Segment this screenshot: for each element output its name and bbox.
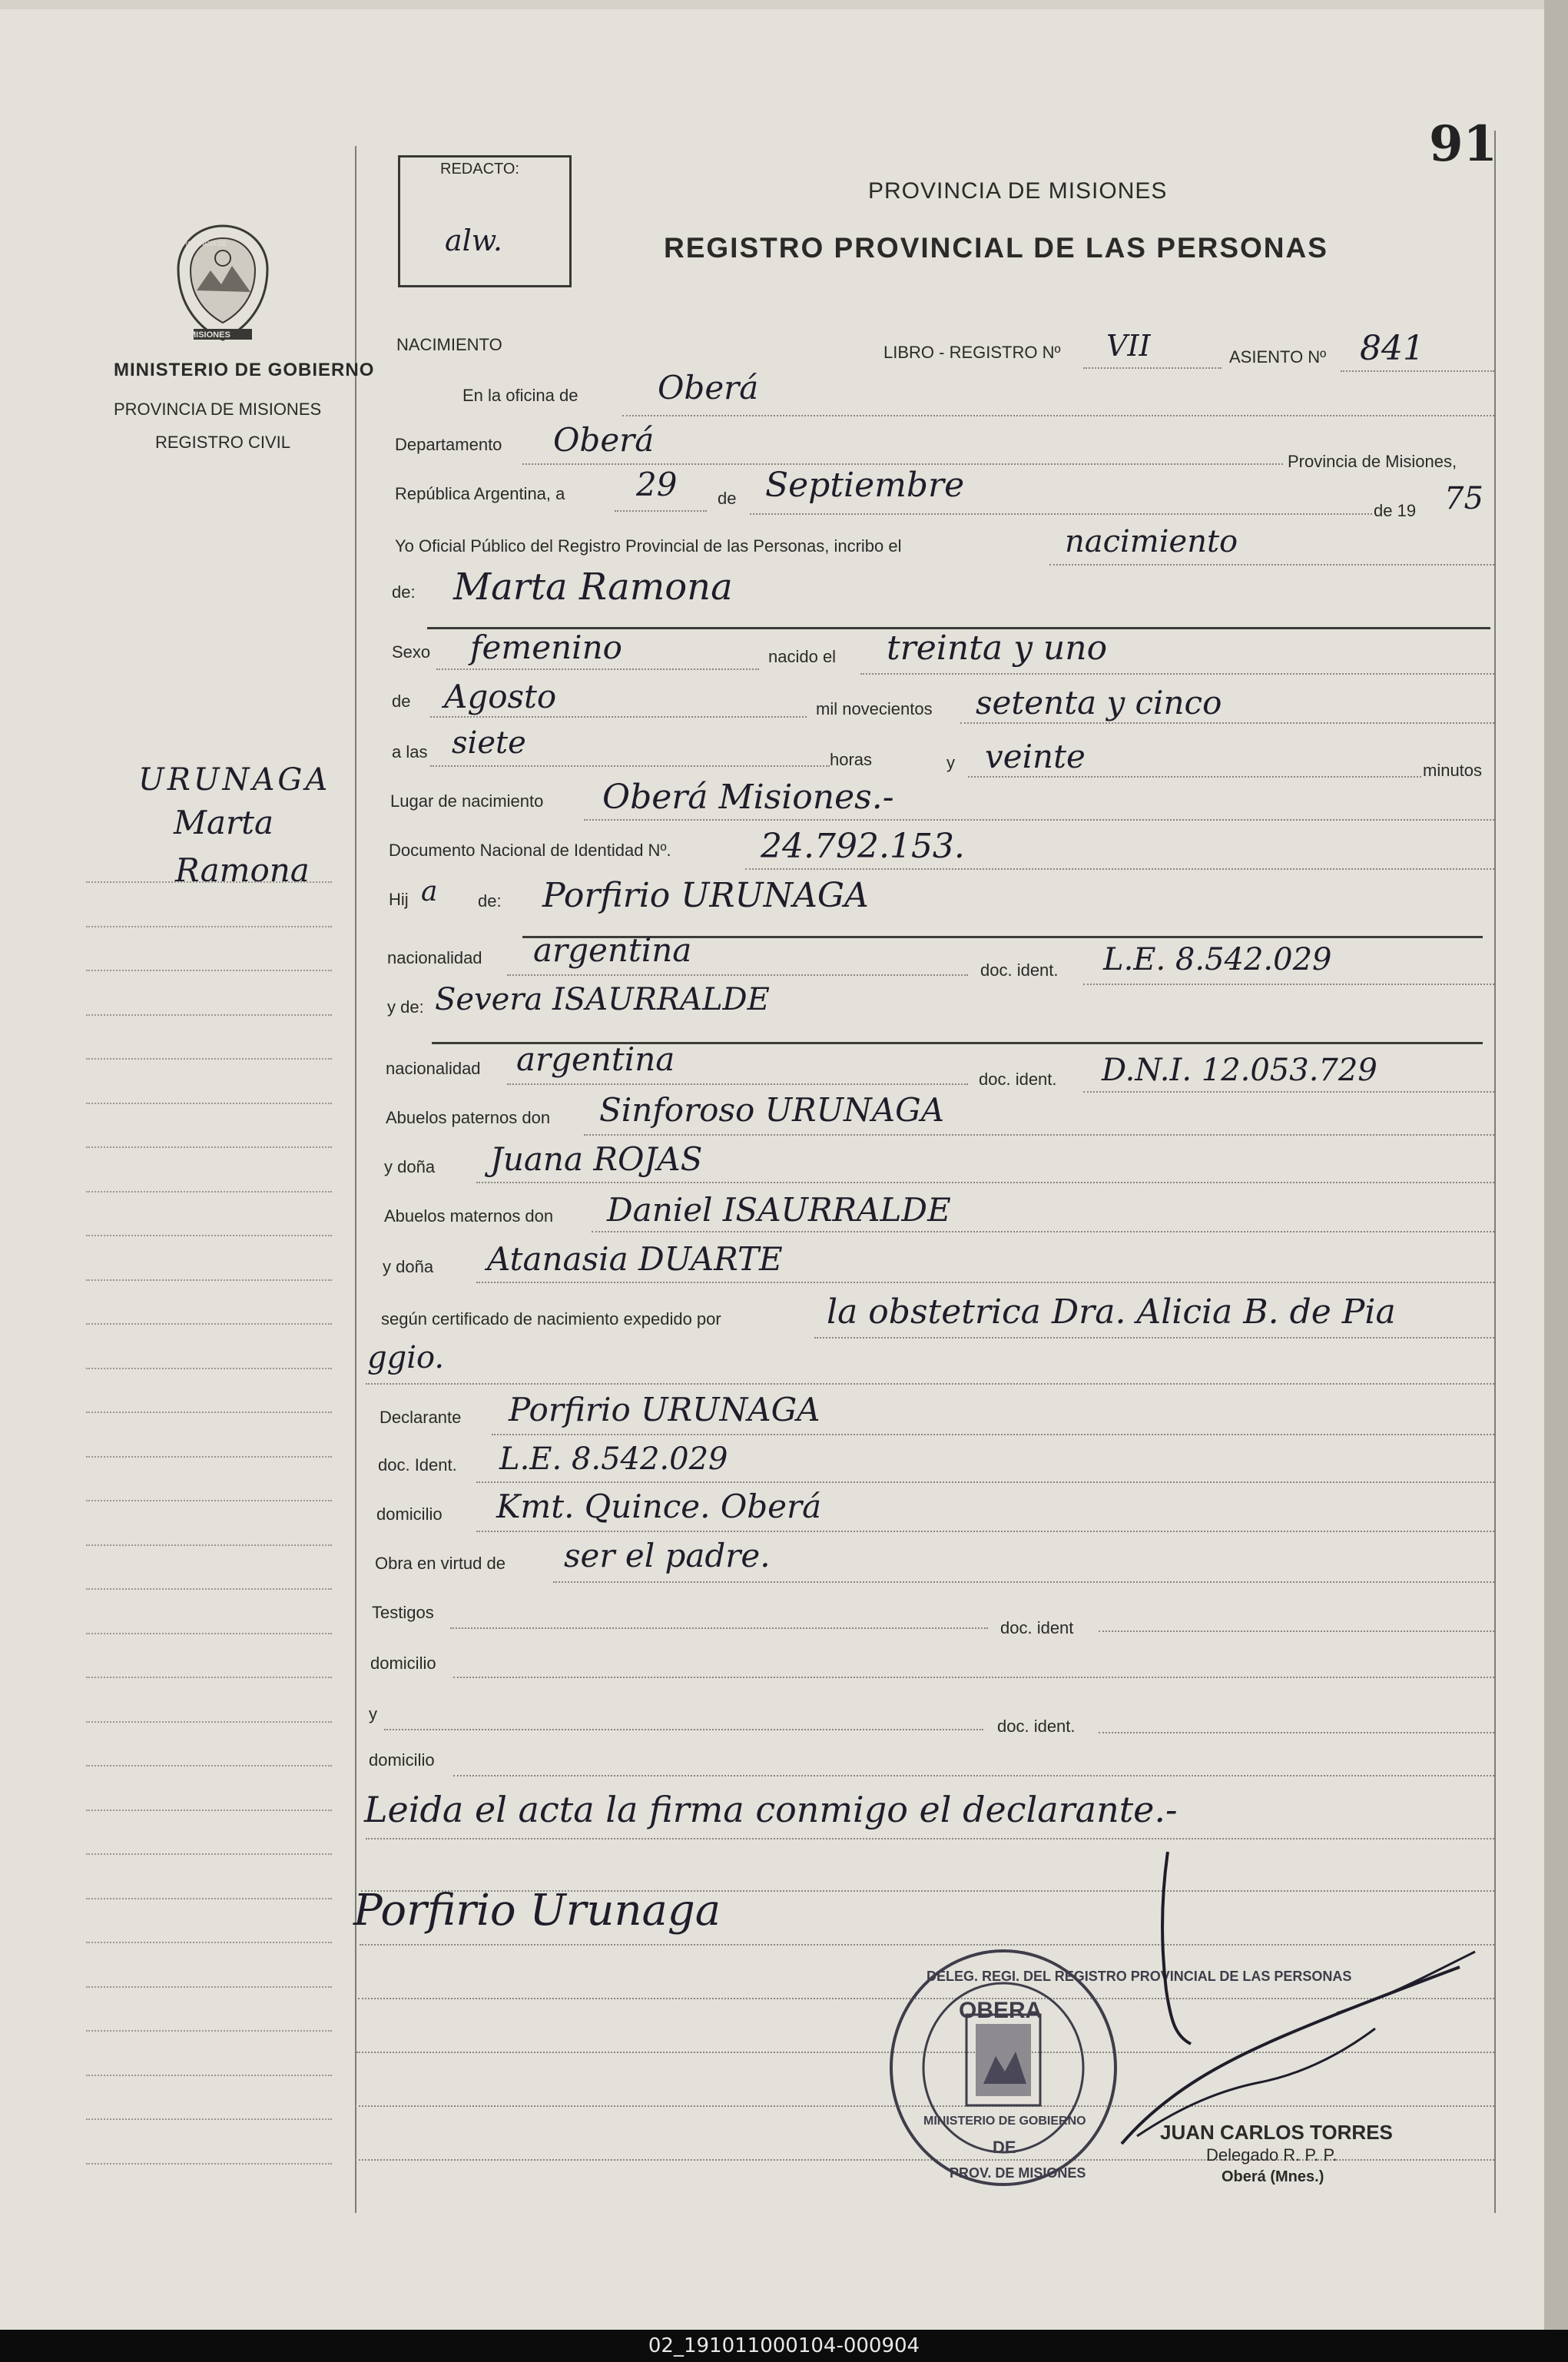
nombre-value: Marta Ramona <box>453 566 733 609</box>
nacionalidad2-value: argentina <box>516 1040 675 1078</box>
anio-nac-value: setenta y cinco <box>976 684 1222 722</box>
oficina-value: Oberá <box>658 369 759 406</box>
departamento-value: Oberá <box>553 421 655 459</box>
testigos-doc-label: doc. ident <box>1000 1618 1074 1637</box>
ministry-label: MINISTERIO DE GOBIERNO <box>114 360 375 380</box>
asiento-label: ASIENTO Nº <box>1229 347 1327 367</box>
docident-value: L.E. 8.542.029 <box>499 1441 728 1477</box>
padre-value: Porfirio URUNAGA <box>542 876 869 915</box>
abuelos-paternos-label: Abuelos paternos don <box>386 1108 551 1127</box>
sexo-value: femenino <box>470 629 622 666</box>
abuela-paterna-value: Juana ROJAS <box>490 1140 703 1178</box>
top-edge <box>0 0 1568 9</box>
seal-label: MISIONES <box>189 330 230 340</box>
minutos-value: veinte <box>985 738 1086 775</box>
dni-label: Documento Nacional de Identidad Nº. <box>389 841 671 860</box>
mil-label: mil novecientos <box>816 699 933 718</box>
page-edge <box>1544 0 1568 2330</box>
domicilio3-label: domicilio <box>369 1750 435 1770</box>
dia-value: 29 <box>636 466 678 503</box>
republica-label: República Argentina, a <box>395 484 565 503</box>
hija-de-label: de: <box>478 891 502 911</box>
lugar-label: Lugar de nacimiento <box>390 791 544 811</box>
nacionalidad1-value: argentina <box>533 931 692 969</box>
segun-value: la obstetrica Dra. Alicia B. de Pia <box>827 1292 1396 1332</box>
official-signature <box>1106 1836 1490 2159</box>
province-label: PROVINCIA DE MISIONES <box>114 400 322 419</box>
horas-label: horas <box>830 750 873 769</box>
lugar-value: Oberá Misiones.- <box>602 778 894 817</box>
doc1-label: doc. ident. <box>980 960 1059 980</box>
hija-label: Hij <box>389 890 409 909</box>
stamp-city: OBERA <box>959 1998 1043 2023</box>
official-name: JUAN CARLOS TORRES <box>1160 2121 1393 2144</box>
redacto-box <box>398 155 572 287</box>
de19-label: de 19 <box>1374 501 1417 520</box>
asiento-value: 841 <box>1360 329 1424 368</box>
nacido-label: nacido el <box>768 647 837 666</box>
closing-statement: Leida el acta la firma conmigo el declarante.- <box>364 1789 1178 1830</box>
ydona1-label: y doña <box>384 1157 436 1176</box>
seal-top-text: PROVINCIA DE <box>178 240 228 247</box>
declarante-label: Declarante <box>380 1408 462 1427</box>
abuela-materna-value: Atanasia DUARTE <box>487 1240 783 1278</box>
minutos-label: minutos <box>1423 761 1483 780</box>
de-name-label: de: <box>392 582 416 602</box>
nacido-value: treinta y uno <box>887 629 1108 668</box>
stamp-inner-text: MINISTERIO DE GOBIERNO <box>923 2115 1086 2128</box>
domicilio2-label: domicilio <box>370 1654 436 1673</box>
right-border-line <box>1494 131 1496 2213</box>
obra-value: ser el padre. <box>564 1537 771 1574</box>
testigos-label: Testigos <box>372 1603 434 1622</box>
scan-footer-code: 02_191011000104-000904 <box>0 2330 1568 2362</box>
ydona2-label: y doña <box>383 1257 434 1276</box>
province-header: PROVINCIA DE MISIONES <box>868 178 1168 204</box>
margin-surname: URUNAGA <box>138 762 331 798</box>
doc2-value: D.N.I. 12.053.729 <box>1102 1053 1377 1088</box>
abuelos-maternos-label: Abuelos maternos don <box>384 1206 554 1226</box>
libro-value: VII <box>1106 329 1151 363</box>
declarant-signature: Porfirio Urunaga <box>353 1886 721 1936</box>
nacionalidad2-label: nacionalidad <box>386 1059 481 1078</box>
docident-label: doc. Ident. <box>378 1455 457 1475</box>
stamp-de: DE <box>993 2138 1016 2157</box>
mes-value: Septiembre <box>765 466 965 505</box>
domicilio-label: domicilio <box>376 1504 443 1524</box>
oficina-label: En la oficina de <box>462 386 578 405</box>
registro-civil-label: REGISTRO CIVIL <box>155 433 291 452</box>
hija-suffix: a <box>421 876 438 907</box>
redacto-value: alw. <box>445 224 502 257</box>
libro-label: LIBRO - REGISTRO Nº <box>883 343 1061 362</box>
horas-value: siete <box>452 725 526 761</box>
obra-label: Obra en virtud de <box>375 1554 506 1573</box>
official-place: Oberá (Mnes.) <box>1222 2168 1324 2185</box>
departamento-label: Departamento <box>395 435 502 454</box>
abuelos-paternos-value: Sinforoso URUNAGA <box>599 1091 945 1129</box>
nacionalidad1-label: nacionalidad <box>387 948 482 967</box>
mes-nac-value: Agosto <box>444 678 557 715</box>
de-label: de <box>718 489 737 508</box>
provincia-label: Provincia de Misiones, <box>1288 452 1457 471</box>
anio-value: 75 <box>1444 481 1483 516</box>
redacto-label: REDACTO: <box>440 161 519 177</box>
doc2-label: doc. ident. <box>979 1070 1057 1089</box>
margin-middlename: Ramona <box>175 851 310 889</box>
yde-label: y de: <box>387 997 424 1017</box>
registry-title: REGISTRO PROVINCIAL DE LAS PERSONAS <box>664 232 1328 264</box>
nacimiento-label: NACIMIENTO <box>396 335 502 354</box>
y-label: y <box>946 753 955 772</box>
segun-label: según certificado de nacimiento expedido por <box>381 1309 721 1329</box>
oficial-value: nacimiento <box>1065 524 1238 559</box>
oficial-label: Yo Oficial Público del Registro Provincial de las Personas, incribo el <box>395 536 902 556</box>
page-number: 91 <box>1429 115 1498 173</box>
doc3-label: doc. ident. <box>997 1717 1076 1736</box>
de-mes-label: de <box>392 692 411 711</box>
madre-value: Severa ISAURRALDE <box>435 982 770 1017</box>
domicilio-value: Kmt. Quince. Oberá <box>496 1488 822 1525</box>
sexo-label: Sexo <box>392 642 431 662</box>
stamp-ring-text: DELEG. REGI. DEL REGISTRO PROVINCIAL DE LAS PERSONAS <box>927 1969 1352 1984</box>
declarante-value: Porfirio URUNAGA <box>509 1391 820 1428</box>
doc1-value: L.E. 8.542.029 <box>1103 942 1332 977</box>
y2-label: y <box>369 1704 377 1723</box>
alas-label: a las <box>392 742 428 761</box>
stamp-bottom-text: PROV. DE MISIONES <box>950 2165 1086 2181</box>
official-role: Delegado R. P. P. <box>1206 2145 1338 2165</box>
segun-value-cont: ggio. <box>367 1340 445 1375</box>
abuelos-maternos-value: Daniel ISAURRALDE <box>607 1191 951 1229</box>
margin-firstname: Marta <box>174 804 274 841</box>
dni-value: 24.792.153. <box>761 827 965 866</box>
